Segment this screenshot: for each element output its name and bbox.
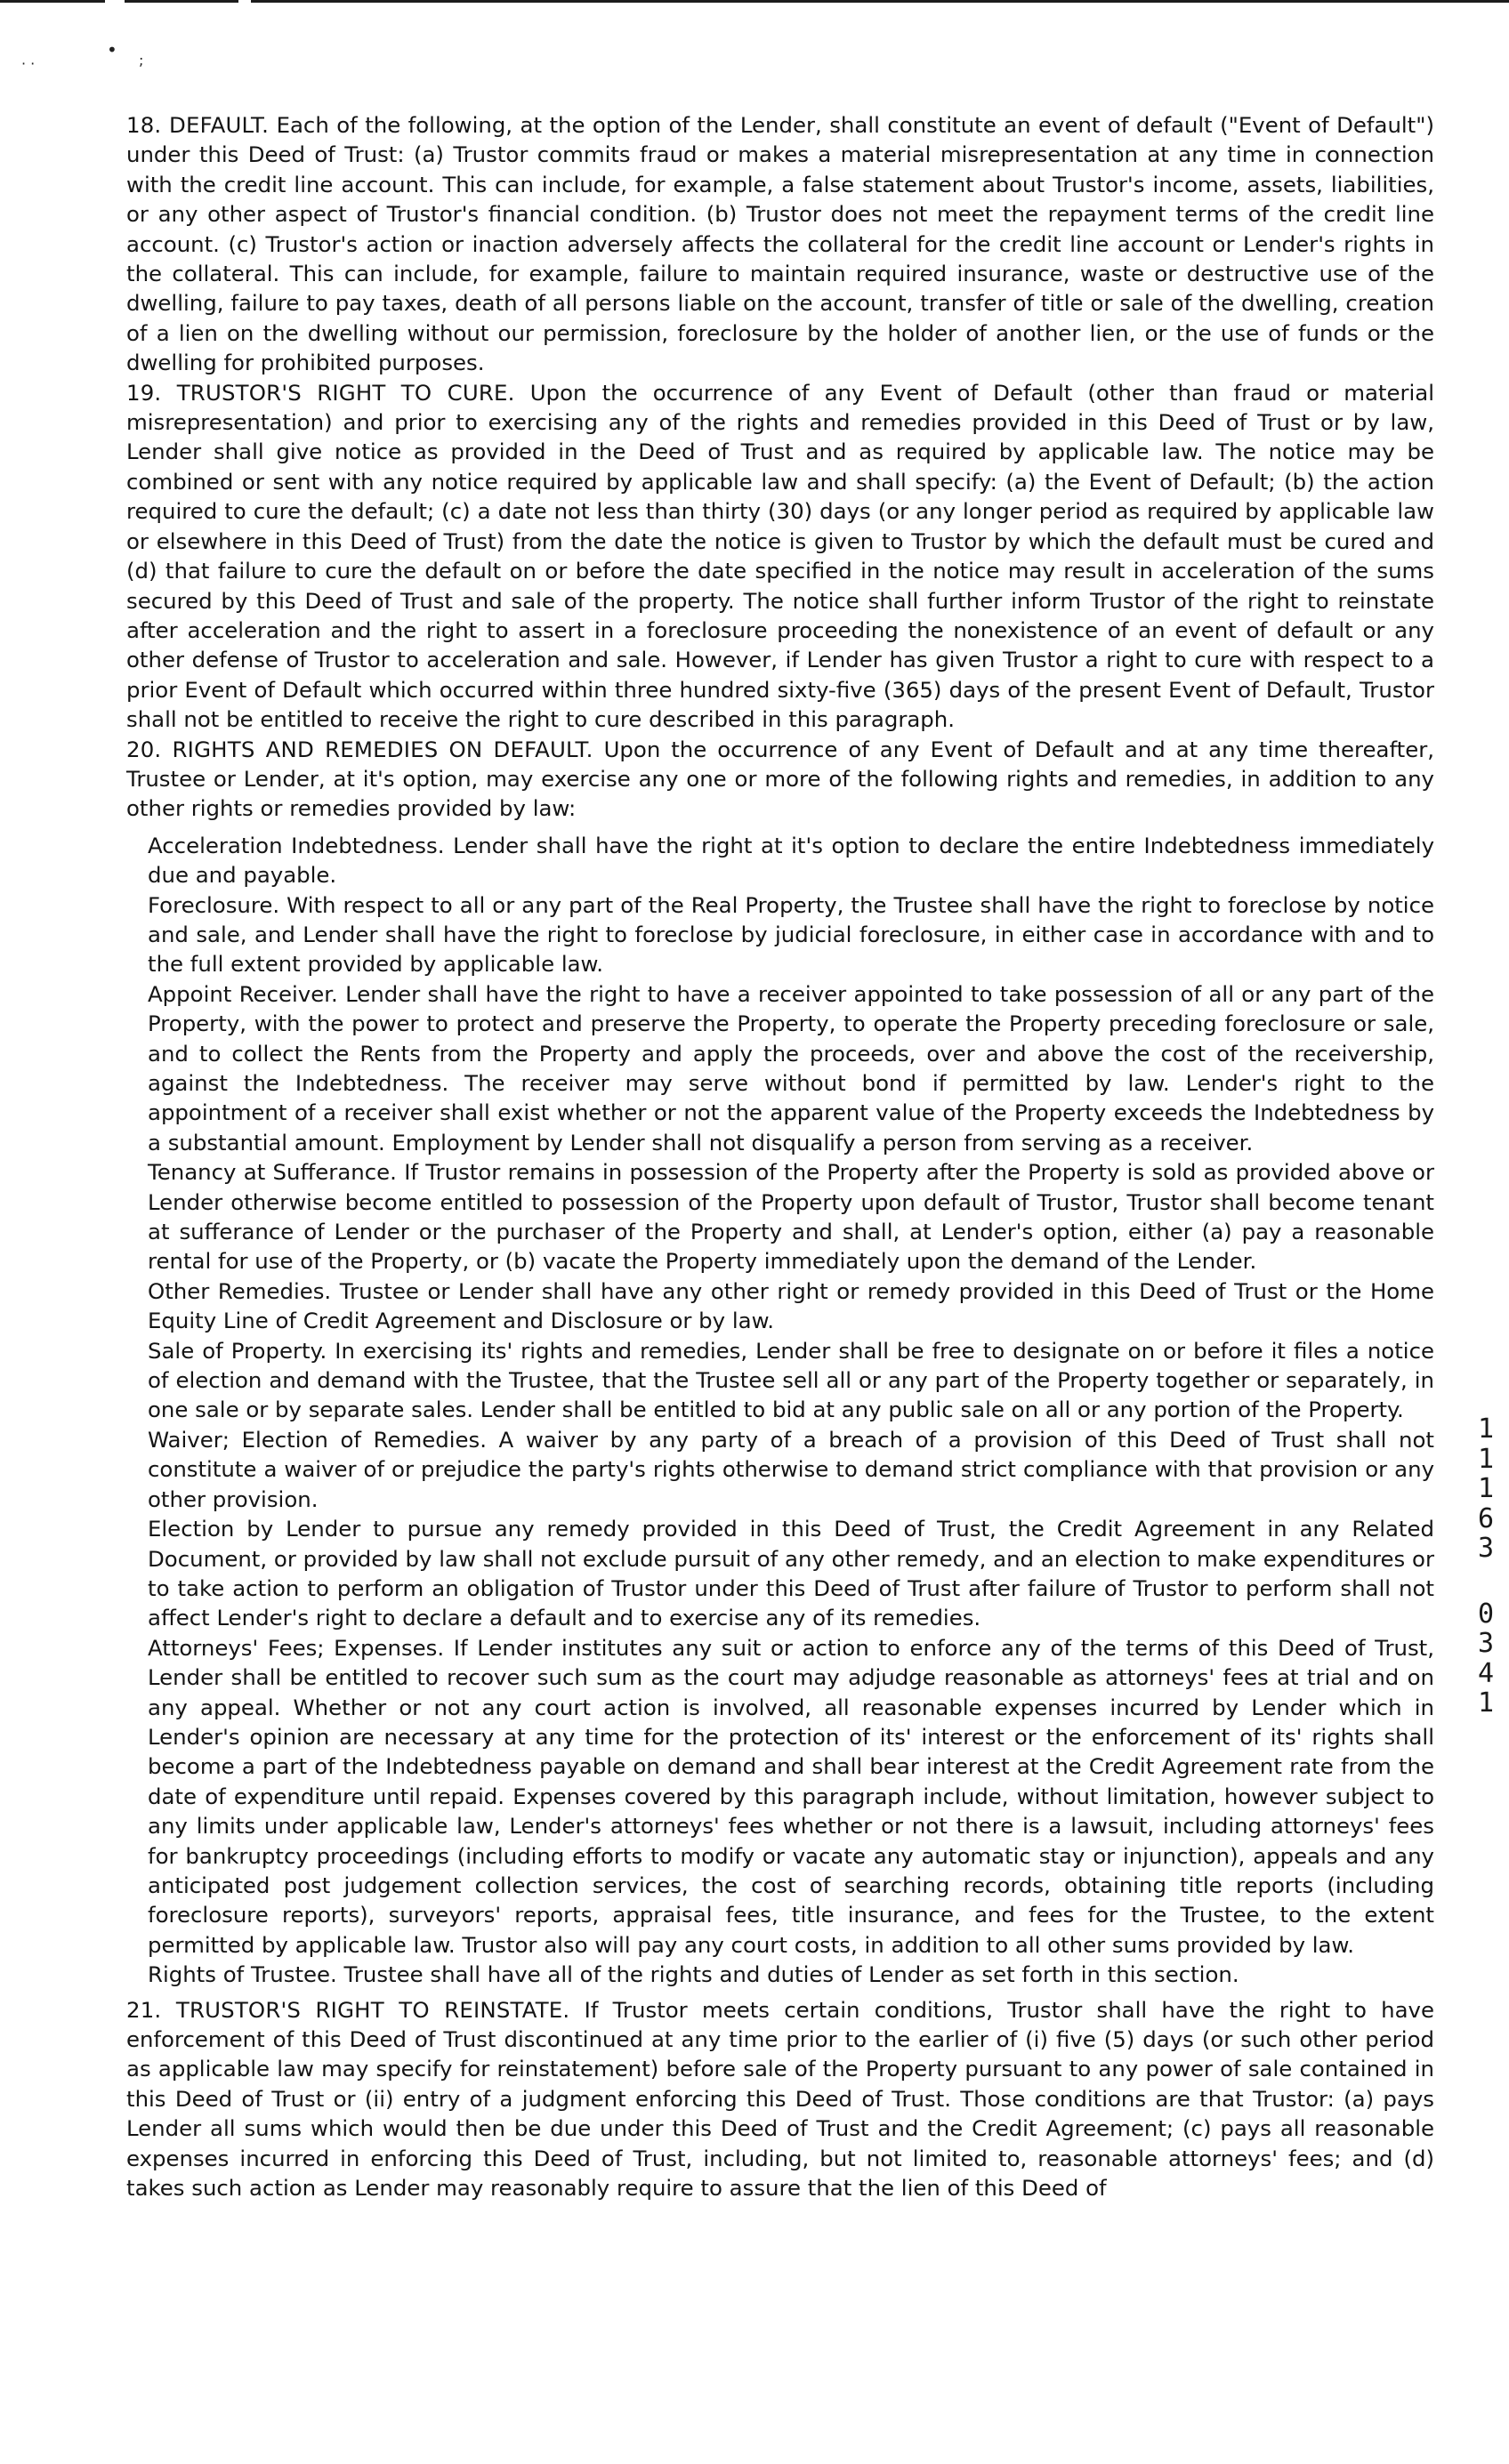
remedy-tenancy-at-sufferance: Tenancy at Sufferance. If Trustor remains in possession of the Property after the Property is sold as provided above or Lender otherwise become entitled to possession of the Property upon default of Trustor, Trustor shall become tenant at sufferance of Lender or the purchaser of the Property and shall, at Lender's option, either (a) pay a reasonable rental for use of the Property, or (b) vacate the Property immediately upon the demand of the Lender. — [148, 1159, 1434, 1275]
recording-digit: 1 — [1477, 1413, 1495, 1445]
section-body: Upon the occurrence of any Event of Default (other than fraud or material misrepresentation) and prior to exercising any of the rights and remedies provided in this Deed of Trust or by law, Lender shall give notice as provided in the Deed of Trust and as required by applicable law. The notice may be combined or sent with any notice required by applicable law and shall specify: (a) the Event of Default; (b) the action required to cure the default; (c) a date not less than thirty (30) days (or any longer period as required by applicable law or elsewhere in this Deed of Trust) from the date the notice is given to Trustor by which the default must be cured and (d) that failure to cure the default on or before the date specified in the notice may result in acceleration of the sums secured by this Deed of Trust and sale of the property. The notice shall further inform Trustor of the right to reinstate after acceleration and the right to assert in a foreclosure proceeding the nonexistence of an event of default or any other defense of Trustor to acceleration and sale. However, if Lender has given Trustor a right to cure with respect to a prior Event of Default which occurred within three hundred sixty-five (365) days of the present Event of Default, Trustor shall not be entitled to receive the right to cure described in this paragraph. — [126, 379, 1435, 733]
remedy-rights-of-trustee: Rights of Trustee. Trustee shall have all of the rights and duties of Lender as set forth in this section. — [148, 1961, 1239, 1988]
remedy-election-by-lender: Election by Lender to pursue any remedy provided in this Deed of Trust, the Credit Agreement in any Related Document, or provided by law shall not exclude pursuit of any other remedy, and an election to make expenditures or to take action to perform an obligation of Trustor under this Deed of Trust after failure of Trustor to perform shall not affect Lender's right to declare a default and to exercise any of its remedies. — [148, 1516, 1434, 1631]
section-heading: 21. TRUSTOR'S RIGHT TO REINSTATE. — [126, 1996, 570, 2023]
remedy-other-remedies: Other Remedies. Trustee or Lender shall have any other right or remedy provided in this Deed of Trust or the Home Equity Line of Credit Agreement and Disclosure or by law. — [148, 1277, 1434, 1334]
scan-speck: · · — [21, 55, 36, 72]
recording-digit: 4 — [1477, 1657, 1495, 1689]
section-heading: 18. DEFAULT. — [126, 112, 270, 138]
recording-digit: 1 — [1477, 1473, 1495, 1504]
scan-speck: • — [107, 39, 117, 60]
recording-number — [1473, 1414, 1499, 1719]
remedy-waiver-election: Waiver; Election of Remedies. A waiver by any party of a breach of a provision of this Deed of Trust shall not constitute a waiver of or prejudice the party's rights otherwise to demand strict compliance with that provision or any other provision. — [148, 1426, 1434, 1512]
recording-digit: 6 — [1477, 1502, 1495, 1534]
recording-digit: 3 — [1477, 1533, 1495, 1564]
recording-number-gap — [1473, 1564, 1499, 1599]
remedy-acceleration: Acceleration Indebtedness. Lender shall have the right at it's option to declare the entire Indebtedness immediately due and payable. — [148, 832, 1434, 889]
recording-digit: 1 — [1477, 1687, 1495, 1719]
section-heading: 20. RIGHTS AND REMEDIES ON DEFAULT. — [126, 736, 593, 762]
deed-of-trust-page — [126, 110, 1434, 2202]
section-heading: 19. TRUSTOR'S RIGHT TO CURE. — [126, 379, 515, 406]
remedy-foreclosure: Foreclosure. With respect to all or any part of the Real Property, the Trustee shall have the right to foreclose by notice and sale, and Lender shall have the right to foreclose by judicial foreclosure, in either case in accordance with and to the full extent provided by applicable law. — [148, 891, 1434, 978]
remedy-appoint-receiver: Appoint Receiver. Lender shall have the right to have a receiver appointed to take possession of all or any part of the Property, with the power to protect and preserve the Property, to operate the Property preceding foreclosure or sale, and to collect the Rents from the Property and apply the proceeds, over and above the cost of the receivership, against the Indebtedness. The receiver may serve without bond if permitted by law. Lender's right to the appointment of a receiver shall exist whether or not the apparent value of the Property exceeds the Indebtedness by a substantial amount. Employment by Lender shall not disqualify a person from serving as a receiver. — [148, 980, 1434, 1156]
remedy-attorneys-fees: Attorneys' Fees; Expenses. If Lender institutes any suit or action to enforce any of the terms of this Deed of Trust, Lender shall be entitled to recover such sum as the court may adjudge reasonable as attorneys' fees at trial and on any appeal. Whether or not any court action is involved, all reasonable expenses incurred by Lender which in Lender's opinion are necessary at any time for the protection of its' interest or the enforcement of its' rights shall become a part of the Indebtedness payable on demand and shall bear interest at the Credit Agreement rate from the date of expenditure until repaid. Expenses covered by this paragraph include, without limitation, however subject to any limits under applicable law, Lender's attorneys' fees whether or not there is a lawsuit, including attorneys' fees for bankruptcy proceedings (including efforts to modify or vacate any automatic stay or injunction), appeals and any anticipated post judgement collection services, the cost of searching records, obtaining title reports (including foreclosure reports), surveyors' reports, appraisal fees, title insurance, and fees for the Trustee, to the extent permitted by applicable law. Trustor also will pay any court costs, in addition to all other sums provided by law. — [148, 1634, 1434, 1958]
recording-digit: 0 — [1477, 1598, 1495, 1630]
scan-top-border — [0, 0, 1509, 3]
section-20-rights-and-remedies — [126, 735, 1434, 824]
recording-digit: 1 — [1477, 1443, 1495, 1475]
section-body: Upon the occurrence of any Event of Default and at any time thereafter, Trustee or Lender, at it's option, may exercise any one or more of the following rights and remedies, in addition to any other rights or remedies provided by law: — [126, 736, 1434, 822]
remedy-sale-of-property: Sale of Property. In exercising its' rights and remedies, Lender shall be free to designate on or before it files a notice of election and demand with the Trustee, that the Trustee sell all or any part of the Property together or separately, in one sale or by separate sales. Lender shall be entitled to bid at any public sale on all or any portion of the Property. — [148, 1337, 1434, 1423]
scan-border-gap — [105, 0, 125, 3]
section-21-right-to-reinstate — [126, 1995, 1434, 2203]
scan-border-gap — [238, 0, 251, 3]
recording-digit: 3 — [1477, 1628, 1495, 1659]
section-body: If Trustor meets certain conditions, Trustor shall have the right to have enforcement of this Deed of Trust discontinued at any time prior to the earlier of (i) five (5) days (or such other period as applicable law may specify for reinstatement) before sale of the Property pursuant to any power of sale contained in this Deed of Trust or (ii) entry of a judgment enforcing this Deed of Trust. Those conditions are that Trustor: (a) pays Lender all sums which would then be due under this Deed of Trust and the Credit Agreement; (c) pays all reasonable expenses incurred in enforcing this Deed of Trust, including, but not limited to, reasonable attorneys' fees; and (d) takes such action as Lender may reasonably require to assure that the lien of this Deed of — [126, 1996, 1434, 2202]
section-body: Each of the following, at the option of the Lender, shall constitute an event of default ("Event of Default") under this Deed of Trust: (a) Trustor commits fraud or makes a material misrepresentation at any time in connection with the credit line account. This can include, for example, a false statement about Trustor's income, assets, liabilities, or any other aspect of Trustor's financial condition. (b) Trustor does not meet the repayment terms of the credit line account. (c) Trustor's action or inaction adversely affects the collateral for the credit line account or Lender's rights in the collateral. This can include, for example, failure to maintain required insurance, waste or destructive use of the dwelling, failure to pay taxes, death of all persons liable on the account, transfer of title or sale of the dwelling, creation of a lien on the dwelling without our permission, foreclosure by the holder of another lien, or the use of funds or the dwelling for prohibited purposes. — [126, 112, 1434, 376]
section-19-right-to-cure — [126, 378, 1434, 735]
section-18-default — [126, 110, 1434, 378]
scan-speck: ; — [139, 52, 144, 68]
